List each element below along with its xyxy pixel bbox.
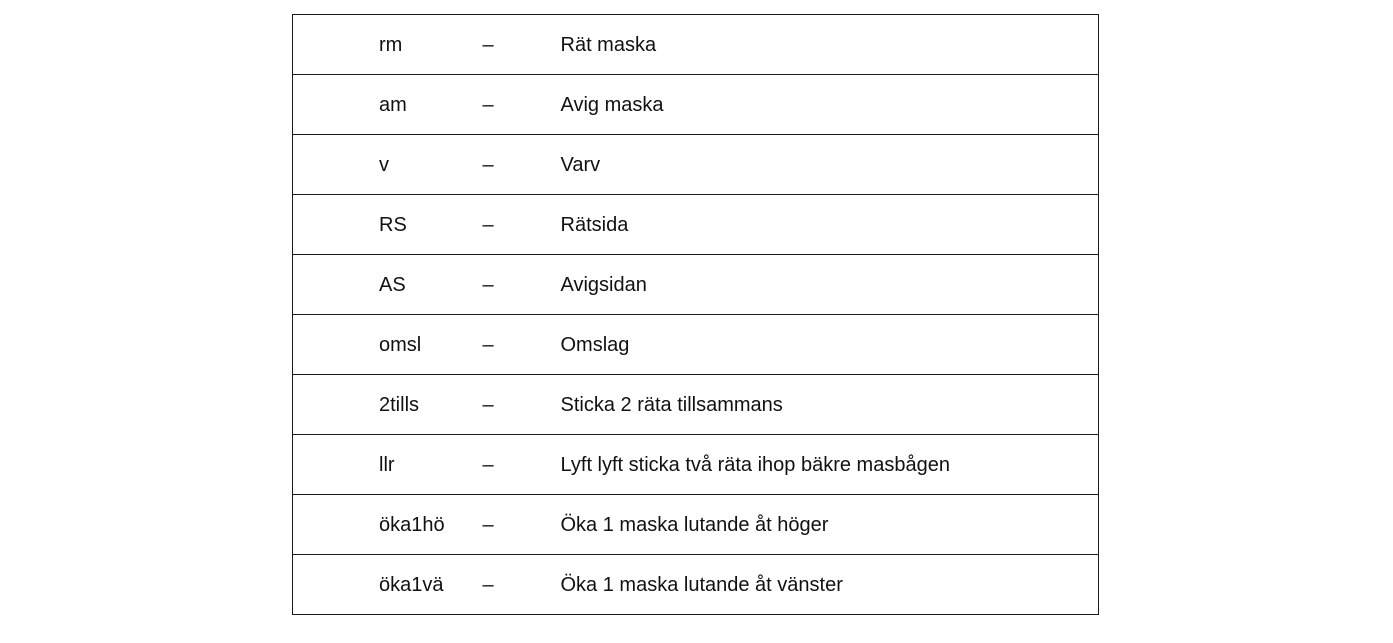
abbreviation-cell: öka1vä xyxy=(293,555,469,615)
abbreviation-table xyxy=(292,14,1099,615)
abbreviation-cell: omsl xyxy=(293,315,469,375)
table-row xyxy=(293,75,1099,135)
table-row xyxy=(293,435,1099,495)
meaning-cell: Omslag xyxy=(561,315,1099,375)
dash-cell: – xyxy=(469,75,561,135)
dash-cell: – xyxy=(469,255,561,315)
meaning-cell: Lyft lyft sticka två räta ihop bäkre masbågen xyxy=(561,435,1099,495)
table-row xyxy=(293,15,1099,75)
dash-cell: – xyxy=(469,15,561,75)
abbreviation-cell: v xyxy=(293,135,469,195)
table-row xyxy=(293,315,1099,375)
table-row xyxy=(293,195,1099,255)
table-row xyxy=(293,375,1099,435)
dash-cell: – xyxy=(469,435,561,495)
meaning-cell: Rätsida xyxy=(561,195,1099,255)
abbreviation-cell: llr xyxy=(293,435,469,495)
meaning-cell: Avigsidan xyxy=(561,255,1099,315)
dash-cell: – xyxy=(469,195,561,255)
meaning-cell: Rät maska xyxy=(561,15,1099,75)
table-row xyxy=(293,255,1099,315)
table-row xyxy=(293,495,1099,555)
abbreviation-table-body xyxy=(293,15,1099,615)
table-row xyxy=(293,135,1099,195)
abbreviation-cell: rm xyxy=(293,15,469,75)
abbreviation-cell: am xyxy=(293,75,469,135)
abbreviation-cell: 2tills xyxy=(293,375,469,435)
dash-cell: – xyxy=(469,375,561,435)
meaning-cell: Öka 1 maska lutande åt vänster xyxy=(561,555,1099,615)
abbreviation-cell: AS xyxy=(293,255,469,315)
dash-cell: – xyxy=(469,495,561,555)
dash-cell: – xyxy=(469,135,561,195)
abbreviation-cell: öka1hö xyxy=(293,495,469,555)
abbreviation-cell: RS xyxy=(293,195,469,255)
dash-cell: – xyxy=(469,315,561,375)
meaning-cell: Sticka 2 räta tillsammans xyxy=(561,375,1099,435)
dash-cell: – xyxy=(469,555,561,615)
meaning-cell: Avig maska xyxy=(561,75,1099,135)
meaning-cell: Varv xyxy=(561,135,1099,195)
table-row xyxy=(293,555,1099,615)
meaning-cell: Öka 1 maska lutande åt höger xyxy=(561,495,1099,555)
